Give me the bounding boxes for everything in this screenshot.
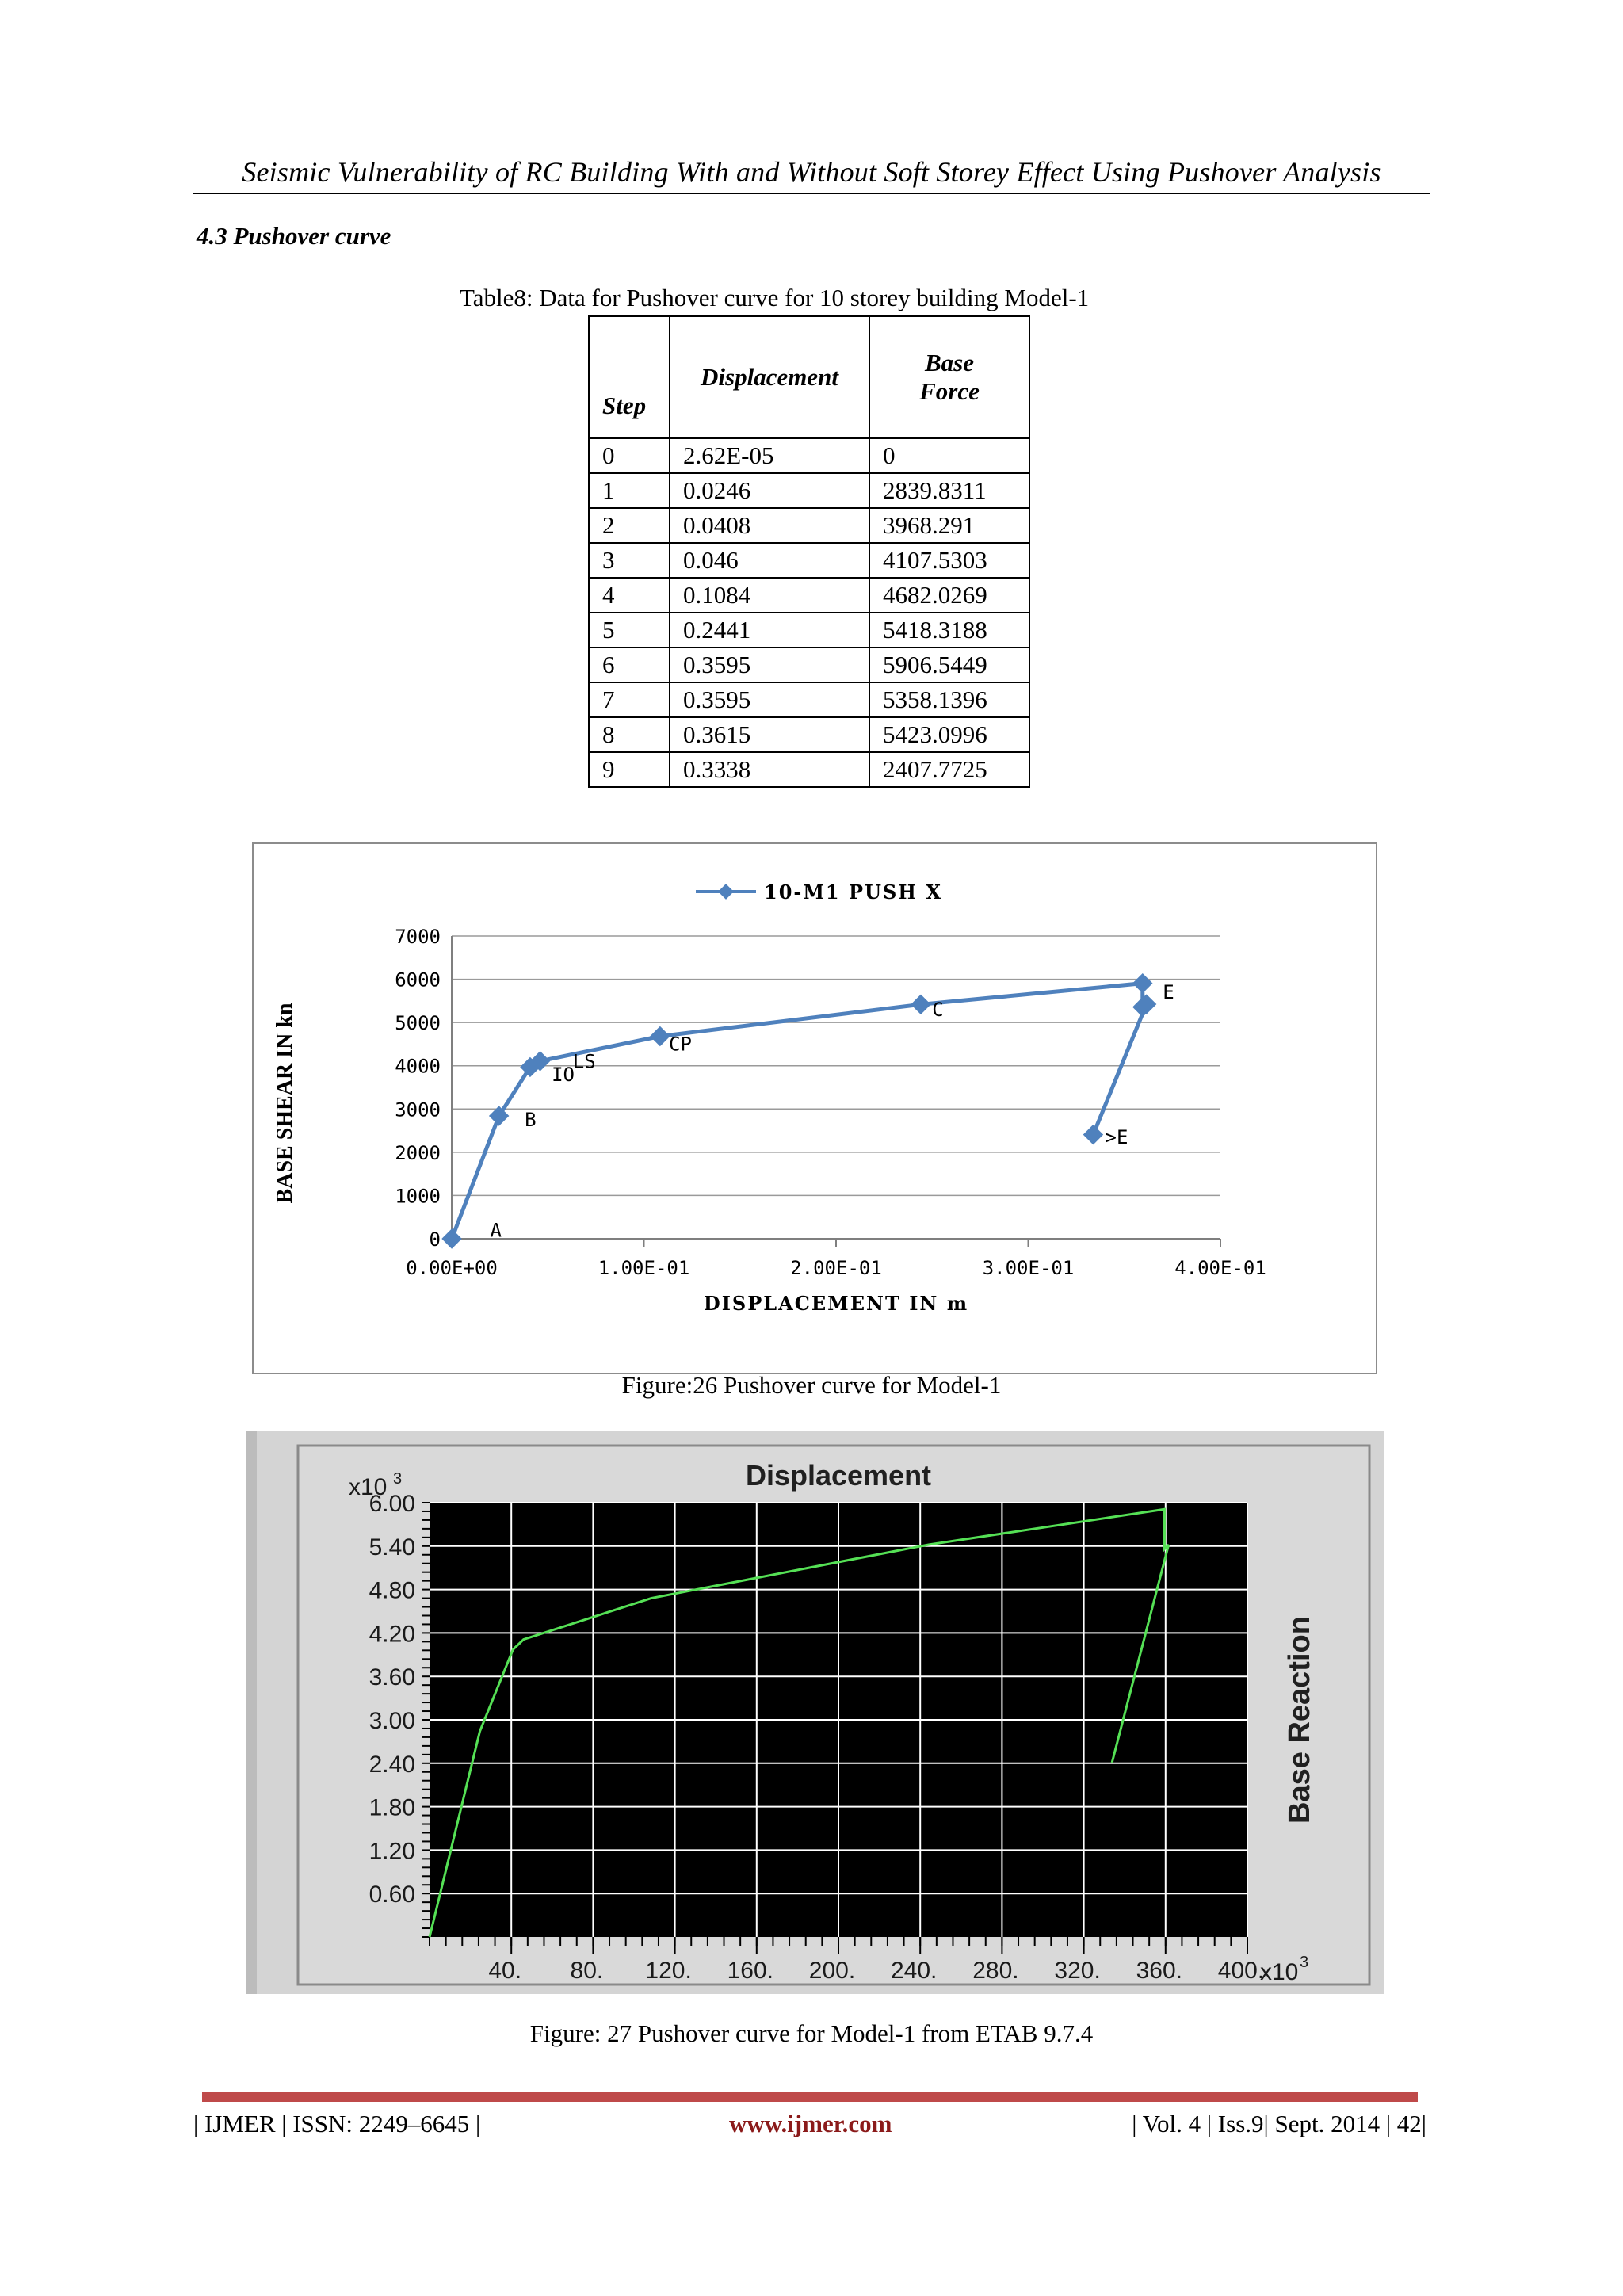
data-point: [1132, 973, 1152, 993]
cell-step: 3: [589, 543, 670, 578]
point-label: E: [1163, 981, 1174, 1004]
header-displacement: Displacement: [670, 316, 869, 438]
cell-displacement: 0.2441: [670, 613, 869, 648]
point-label: A: [490, 1219, 502, 1242]
table-row: [589, 438, 1029, 473]
x-tick-label: 240.: [891, 1958, 938, 1984]
cell-base-force: 5358.1396: [869, 682, 1029, 717]
y-tick-label: 0: [429, 1228, 441, 1251]
cell-base-force: 5418.3188: [869, 613, 1029, 648]
chart-title: Displacement: [745, 1459, 932, 1492]
table-row: [589, 473, 1029, 508]
cell-step: 1: [589, 473, 670, 508]
table-row: [589, 543, 1029, 578]
data-point: [1083, 1125, 1103, 1144]
legend-label: 10-M1 PUSH X: [764, 881, 942, 904]
x-tick-label: 4.00E-01: [1174, 1257, 1266, 1279]
y-tick-label: 3.60: [369, 1664, 415, 1691]
x-multiplier: x10: [1260, 1959, 1299, 1985]
cell-step: 0: [589, 438, 670, 473]
cell-base-force: 3968.291: [869, 508, 1029, 543]
section-title: 4.3 Pushover curve: [197, 222, 391, 250]
table-row: [589, 752, 1029, 787]
cell-displacement: 2.62E-05: [670, 438, 869, 473]
point-label: IO: [552, 1063, 575, 1086]
footer-journal-info: | IJMER | ISSN: 2249–6645 |: [193, 2110, 481, 2137]
point-label: C: [932, 998, 944, 1021]
y-tick-label: 2.40: [369, 1751, 415, 1778]
table-row: [589, 578, 1029, 613]
table-caption: Table8: Data for Pushover curve for 10 storey building Model-1: [460, 284, 1090, 311]
x-tick-label: 360.: [1136, 1958, 1182, 1984]
table-header-row: [589, 316, 1029, 438]
legend-swatch-marker: [718, 884, 734, 900]
x-tick-label: 1.00E-01: [598, 1257, 690, 1279]
figure-27-caption: Figure: 27 Pushover curve for Model-1 from ETAB 9.7.4: [529, 2019, 1094, 2047]
cell-step: 2: [589, 508, 670, 543]
x-tick-label: 200.: [808, 1958, 856, 1984]
x-tick-label: 320.: [1054, 1958, 1101, 1984]
footer-rule: [202, 2092, 1418, 2102]
pushover-chart-excel: [252, 842, 1377, 1373]
y-tick-label: 1000: [395, 1185, 441, 1208]
y-tick-label: 7000: [395, 926, 441, 948]
y-tick-label: 4.80: [369, 1577, 415, 1604]
x-tick-label: 160.: [727, 1958, 773, 1984]
cell-step: 9: [589, 752, 670, 787]
y-tick-label: 6.00: [369, 1491, 415, 1517]
x-tick-label: 120.: [645, 1958, 692, 1984]
cell-base-force: 2407.7725: [869, 752, 1029, 787]
y-axis-label: BASE SHEAR IN kn: [273, 1003, 297, 1204]
cell-base-force: 5423.0996: [869, 717, 1029, 752]
cell-base-force: 4682.0269: [869, 578, 1029, 613]
cell-base-force: 5906.5449: [869, 648, 1029, 682]
cell-displacement: 0.3338: [670, 752, 869, 787]
cell-displacement: 0.0246: [670, 473, 869, 508]
x-tick-label: 40.: [488, 1958, 522, 1984]
table-body: [589, 438, 1029, 787]
header-rule: [193, 193, 1430, 194]
y-tick-label: 5.40: [369, 1534, 415, 1561]
table-row: [589, 682, 1029, 717]
y-tick-label: 2000: [395, 1141, 441, 1164]
header-step: Step: [589, 316, 670, 438]
y-tick-label: 1.20: [369, 1838, 415, 1865]
point-label: LS: [572, 1050, 596, 1073]
y-tick-label: 3000: [395, 1098, 441, 1121]
cell-displacement: 0.046: [670, 543, 869, 578]
x-tick-label: 3.00E-01: [982, 1257, 1075, 1279]
point-label: >E: [1105, 1125, 1128, 1148]
header-base-force-line2: Force: [919, 377, 980, 405]
cell-displacement: 0.1084: [670, 578, 869, 613]
y-tick-label: 1.80: [369, 1794, 415, 1821]
cell-base-force: 4107.5303: [869, 543, 1029, 578]
footer-volume-page: | Vol. 4 | Iss.9| Sept. 2014 | 42|: [1132, 2110, 1426, 2137]
y-tick-label: 0.60: [369, 1881, 415, 1908]
cell-step: 7: [589, 682, 670, 717]
x-tick-label: 2.00E-01: [790, 1257, 882, 1279]
table-row: [589, 648, 1029, 682]
x-tick-label: 80.: [570, 1958, 604, 1984]
y-tick-label: 3.00: [369, 1708, 415, 1734]
x-tick-label: 0.00E+00: [406, 1257, 498, 1279]
y-tick-label: 6000: [395, 968, 441, 991]
x-tick-label: 400.: [1217, 1958, 1265, 1984]
y-multiplier-exponent: 3: [393, 1470, 403, 1488]
header-base-force: [869, 316, 1029, 438]
footer-website-link[interactable]: www.ijmer.com: [729, 2110, 892, 2137]
y-axis-label: Base Reaction: [1283, 1616, 1316, 1824]
pushover-data-table: [588, 315, 1030, 788]
cell-step: 6: [589, 648, 670, 682]
x-tick-label: 280.: [972, 1958, 1019, 1984]
cell-displacement: 0.3595: [670, 648, 869, 682]
series-line-push-x: [452, 984, 1147, 1242]
x-multiplier-exponent: 3: [1300, 1954, 1309, 1971]
table-row: [589, 613, 1029, 648]
window-left-border: [246, 1431, 257, 1994]
y-tick-label: 4000: [395, 1055, 441, 1078]
figure-27-frame: [246, 1431, 1384, 1994]
point-label: B: [525, 1109, 537, 1132]
data-point: [911, 995, 930, 1014]
x-axis-label: DISPLACEMENT IN m: [703, 1292, 969, 1315]
y-tick-label: 5000: [395, 1012, 441, 1035]
cell-step: 4: [589, 578, 670, 613]
cell-displacement: 0.3595: [670, 682, 869, 717]
point-label: CP: [669, 1033, 692, 1056]
cell-step: 5: [589, 613, 670, 648]
y-multiplier: x10: [349, 1474, 388, 1500]
cell-base-force: 0: [869, 438, 1029, 473]
running-head: Seismic Vulnerability of RC Building With and Without Soft Storey Effect Using Pushover Analysis: [242, 156, 1381, 188]
header-base-force-line1: Base: [925, 349, 974, 376]
cell-displacement: 0.0408: [670, 508, 869, 543]
table-row: [589, 717, 1029, 752]
data-point: [650, 1026, 670, 1046]
cell-displacement: 0.3615: [670, 717, 869, 752]
figure-26-caption: Figure:26 Pushover curve for Model-1: [621, 1371, 1002, 1399]
table-row: [589, 508, 1029, 543]
pushover-chart-etabs: [246, 1431, 1384, 1994]
cell-step: 8: [589, 717, 670, 752]
y-tick-label: 4.20: [369, 1621, 415, 1648]
data-point: [441, 1228, 461, 1248]
cell-base-force: 2839.8311: [869, 473, 1029, 508]
